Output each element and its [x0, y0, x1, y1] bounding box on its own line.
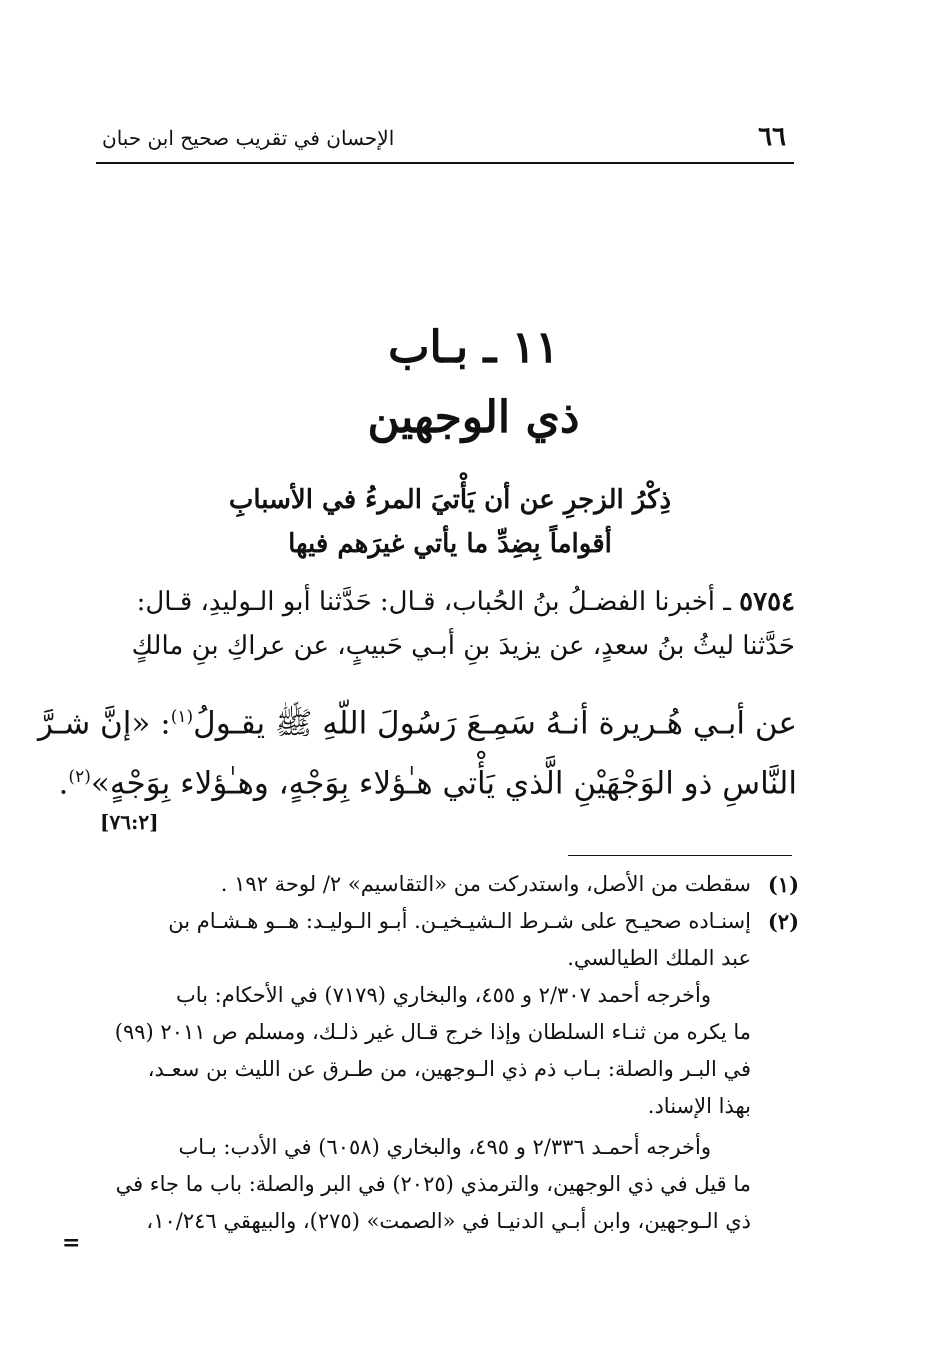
chapter-number: ١١ ـ بـاب	[388, 322, 559, 373]
section-heading-line: أقواماً بِضِدِّ ما يأتي غيرَهم فيها	[288, 529, 612, 559]
footnote-line: وأخرجه أحمد ٢/٣٠٧ و ٤٥٥، والبخاري (٧١٧٩) في الأحكام: باب	[175, 983, 711, 1007]
matn-text: : «إنَّ شـرَّ	[38, 705, 171, 742]
footnote-line: ذي الـوجهين، وابن أبـي الدنيـا في «الصمت» (٢٧٥)، والبيهقي ١٠/٢٤٦،	[146, 1209, 751, 1233]
page-number: ٦٦	[758, 122, 786, 152]
footnote-1	[99, 866, 799, 903]
section-heading-line: ذِكْرُ الزجرِ عن أن يَأْتيَ المرءُ في الأسبابِ	[228, 485, 672, 515]
section-heading	[120, 478, 780, 566]
hadith-number: ٥٧٥٤	[739, 587, 795, 617]
footnote-marker: (٢)	[767, 909, 799, 934]
matn-text: عن أبـي هُـريرة أنـهُ سَمِـعَ رَسُولَ اللّهِ ﷺ يقـولُ	[193, 705, 797, 742]
footnote-line: سقطت من الأصل، واستدركت من «التقاسيم» ٢/ لوحة ١٩٢ .	[220, 872, 751, 896]
footnote-divider	[568, 855, 792, 856]
footnote-line: ما يكره من ثنـاء السلطان وإذا خرج قـال غير ذلـك، ومسلم ص ٢٠١١ (٩٩)	[114, 1020, 751, 1044]
footnote-line: بهذا الإسناد.	[647, 1094, 751, 1118]
footnotes	[99, 866, 799, 1240]
running-header	[96, 118, 794, 164]
footnote-marker: (١)	[767, 872, 799, 897]
footnote-line: إسنـاده صحيـح على شـرط الـشيـخيـن. أبـو الـوليـد: هــو هـشـام بن	[168, 909, 751, 933]
footnote-paragraph	[99, 977, 799, 1125]
footnote-2	[99, 903, 799, 977]
isnad-text: ـ أخبرنا الفضـلُ بنُ الحُباب، قـال: حَدَّثنا أبو الـوليدِ، قـال:	[136, 587, 740, 617]
footnote-line: وأخرجه أحمـد ٢/٣٣٦ و ٤٩٥، والبخاري (٦٠٥٨) في الأدب: بـاب	[178, 1135, 711, 1159]
source-reference: [٧٦:٢]	[100, 810, 159, 834]
chapter-title: ذي الوجهين	[367, 392, 580, 443]
matn-line	[38, 690, 797, 750]
matn-text: .	[58, 765, 69, 802]
footnote-ref: (٢)	[68, 767, 91, 788]
hadith-isnad	[131, 580, 795, 668]
running-title: الإحسان في تقريب صحيح ابن حبان	[102, 126, 395, 150]
matn-line	[58, 750, 797, 810]
isnad-line	[136, 580, 795, 624]
footnote-line: في البـر والصلة: بـاب ذم ذي الـوجهين، من طـرق عن الليث بن سعـد،	[147, 1057, 751, 1081]
isnad-line: حَدَّثنا ليثُ بنُ سعدٍ، عن يزيدَ بنِ أبـي حَبيبٍ، عن عراكِ بنِ مالكٍ	[131, 631, 795, 661]
footnote-ref: (١)	[170, 707, 194, 727]
footnote-line: ما قيل في ذي الوجهين، والترمذي (٢٠٢٥) في البر والصلة: باب ما جاء في	[115, 1172, 751, 1196]
matn-text: النَّاسِ ذو الوَجْهَيْنِ الَّذي يَأْتي هـٰؤلاء بِوَجْهٍ، وهـٰؤلاء بِوَجْهٍ»	[90, 765, 797, 802]
continued-mark: =	[62, 1230, 81, 1256]
hadith-matn	[38, 690, 797, 811]
footnote-line: عبد الملك الطيالسي.	[567, 946, 751, 970]
footnote-paragraph	[99, 1129, 799, 1240]
